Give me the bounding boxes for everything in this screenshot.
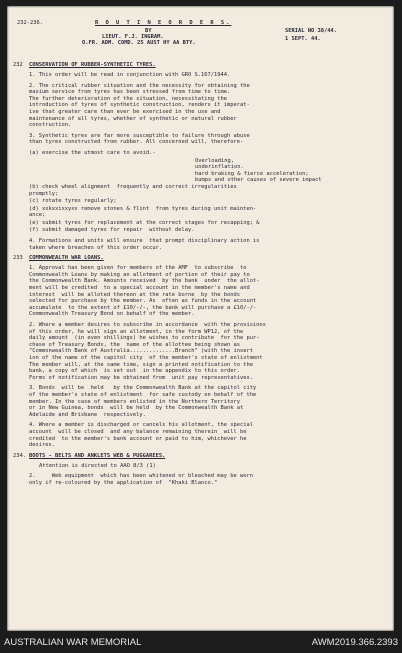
document-page [7,6,394,631]
paragraph: 3. Bonds will be held by the Commonwealth Bank at the capitol city of the member's state of enlistment for safe custody on behalf of the member. In the case of members enlisted in the Northern Territory or in New Guinea, bonds will be held by the Commonwealth Bank at Adelaide and Brisbane respectively. [29,385,257,418]
section-number: 233 [13,255,23,262]
paragraph: 2. The critical rubber situation and the necessity for obtaining the maxium service from tyres has been stressed from time to time. The further deterioration of the situation, necessitating the introduction of tyres of synthetic construction, renders it imperat- ive that greater care than ever be exercised in the use and maintenance of all tyres, whether of synthetic or natural rubber construction. [29,82,250,129]
by-line: BY [145,28,152,34]
section-heading [13,62,385,72]
paragraph: 4. Where a member is discharged or cancels his allotment, the special account will be closed and any balance remaining therein will be credited to the member's bank account or paid to him, whichever he desires. [29,422,253,449]
section-heading [13,255,385,265]
officer-name: LIEUT. F.J. INGRAM. [102,34,164,40]
order-numbers: 232-236. [17,20,43,26]
section-number: 234. [13,452,26,459]
paragraph: 1. This order will be read in conjunction with GRO S.167/1944. [29,72,231,78]
document-header [17,20,385,58]
unit-name: O.FR. ADM. COMD. 25 AUST HY AA BTY. [82,40,196,46]
paragraph: 3. Synthetic tyres are far more susceptible to failure through abuse than tyres constructed from rubber. All concerned will, therefore- [29,132,250,146]
section-number: 232 [13,62,23,68]
list-item: (c) rotate tyres regularly; [29,198,117,205]
order-date: 1 SEPT. 44. [285,36,321,42]
list-item: (e) submit tyres for replacement at the correct stages for recapping; & [29,219,260,226]
list-item: (b) check wheel alignment frequently and correct irregularities promptly; [29,183,237,197]
avoid-list: Overloading, underinflation. hard braking & fierce acceleration; bumps and other causes of severe impact [195,157,322,184]
paragraph: Attention is directed to AAO 8/3 (1) [39,462,156,469]
serial-number: SERIAL NO 38/44. [285,28,337,34]
document-title: R O U T I N E O R D E R S. [95,20,232,26]
section-heading [13,452,385,463]
section-title: BOOTS - BELTS AND ANKLETS WEB & PUGGAREES. [29,452,166,459]
section-title: CONSERVATION OF RUBBER-SYNTHETIC TYRES. [29,62,156,68]
footer-bar [0,633,402,653]
paragraph: 2. Web equipment which has been whitened or bleached may be worn only if re-coloured by the application of "Khaki Blanco." [29,473,253,486]
section-234 [13,452,385,487]
paragraph: 1. Approval has been given for members of the AMF to subscribe to Commonwealth Loans by making an allotment of portion of their pay to the Commonwealth Bank. Amounts received by the bank under the allot- ment will be credited to a special account in the member's name and interest will be alloted thereon at the rate borne by the bonds selected for purchase by the member. As often as funds in the account accumulate to the extent of £10/-/-, the bank will purchase a £10/-/- Commonwealth Treasury Bond on behalf of the member. [29,265,260,318]
list-item: (d) xxkxxixxyxx remove stones & flint from tyres during unit mainten- ance; [29,205,257,219]
paragraph: 4. Formations and units will ensure that prompt disciplinary action is taken where breaches of this order occur. [29,238,260,251]
section-title: COMMONWEALTH WAR LOANS. [29,255,104,262]
paragraph: 2. Where a member desires to subscribe in accordance with the provisions of this order, he will sign an allotment, in the form WP12, of the daily amount (in even shillings) he wishes to contribute for the pur- chase of Treasury Bonds, the name of the allottee being shown as "Commonwealth Bank of Australia..............Branch" (with the insert ion of the name of the capitol city of the member's state of enlistment The member will, at the same time, sign a printed notification to the bank, a copy of which is set out in the appendix to this order. Forms of notification may be obtained from unit pay representatives. [29,322,266,381]
section-233 [13,255,385,449]
list-item: (f) submit damaged tyres for repair without delay. [29,227,195,234]
accession-number: AWM2019.366.2393 [311,637,398,648]
document-body [13,20,385,490]
list-item: (a) exercise the utmost care to avoid.- [29,149,156,156]
section-232 [13,62,385,251]
institution-name: AUSTRALIAN WAR MEMORIAL [4,637,142,648]
